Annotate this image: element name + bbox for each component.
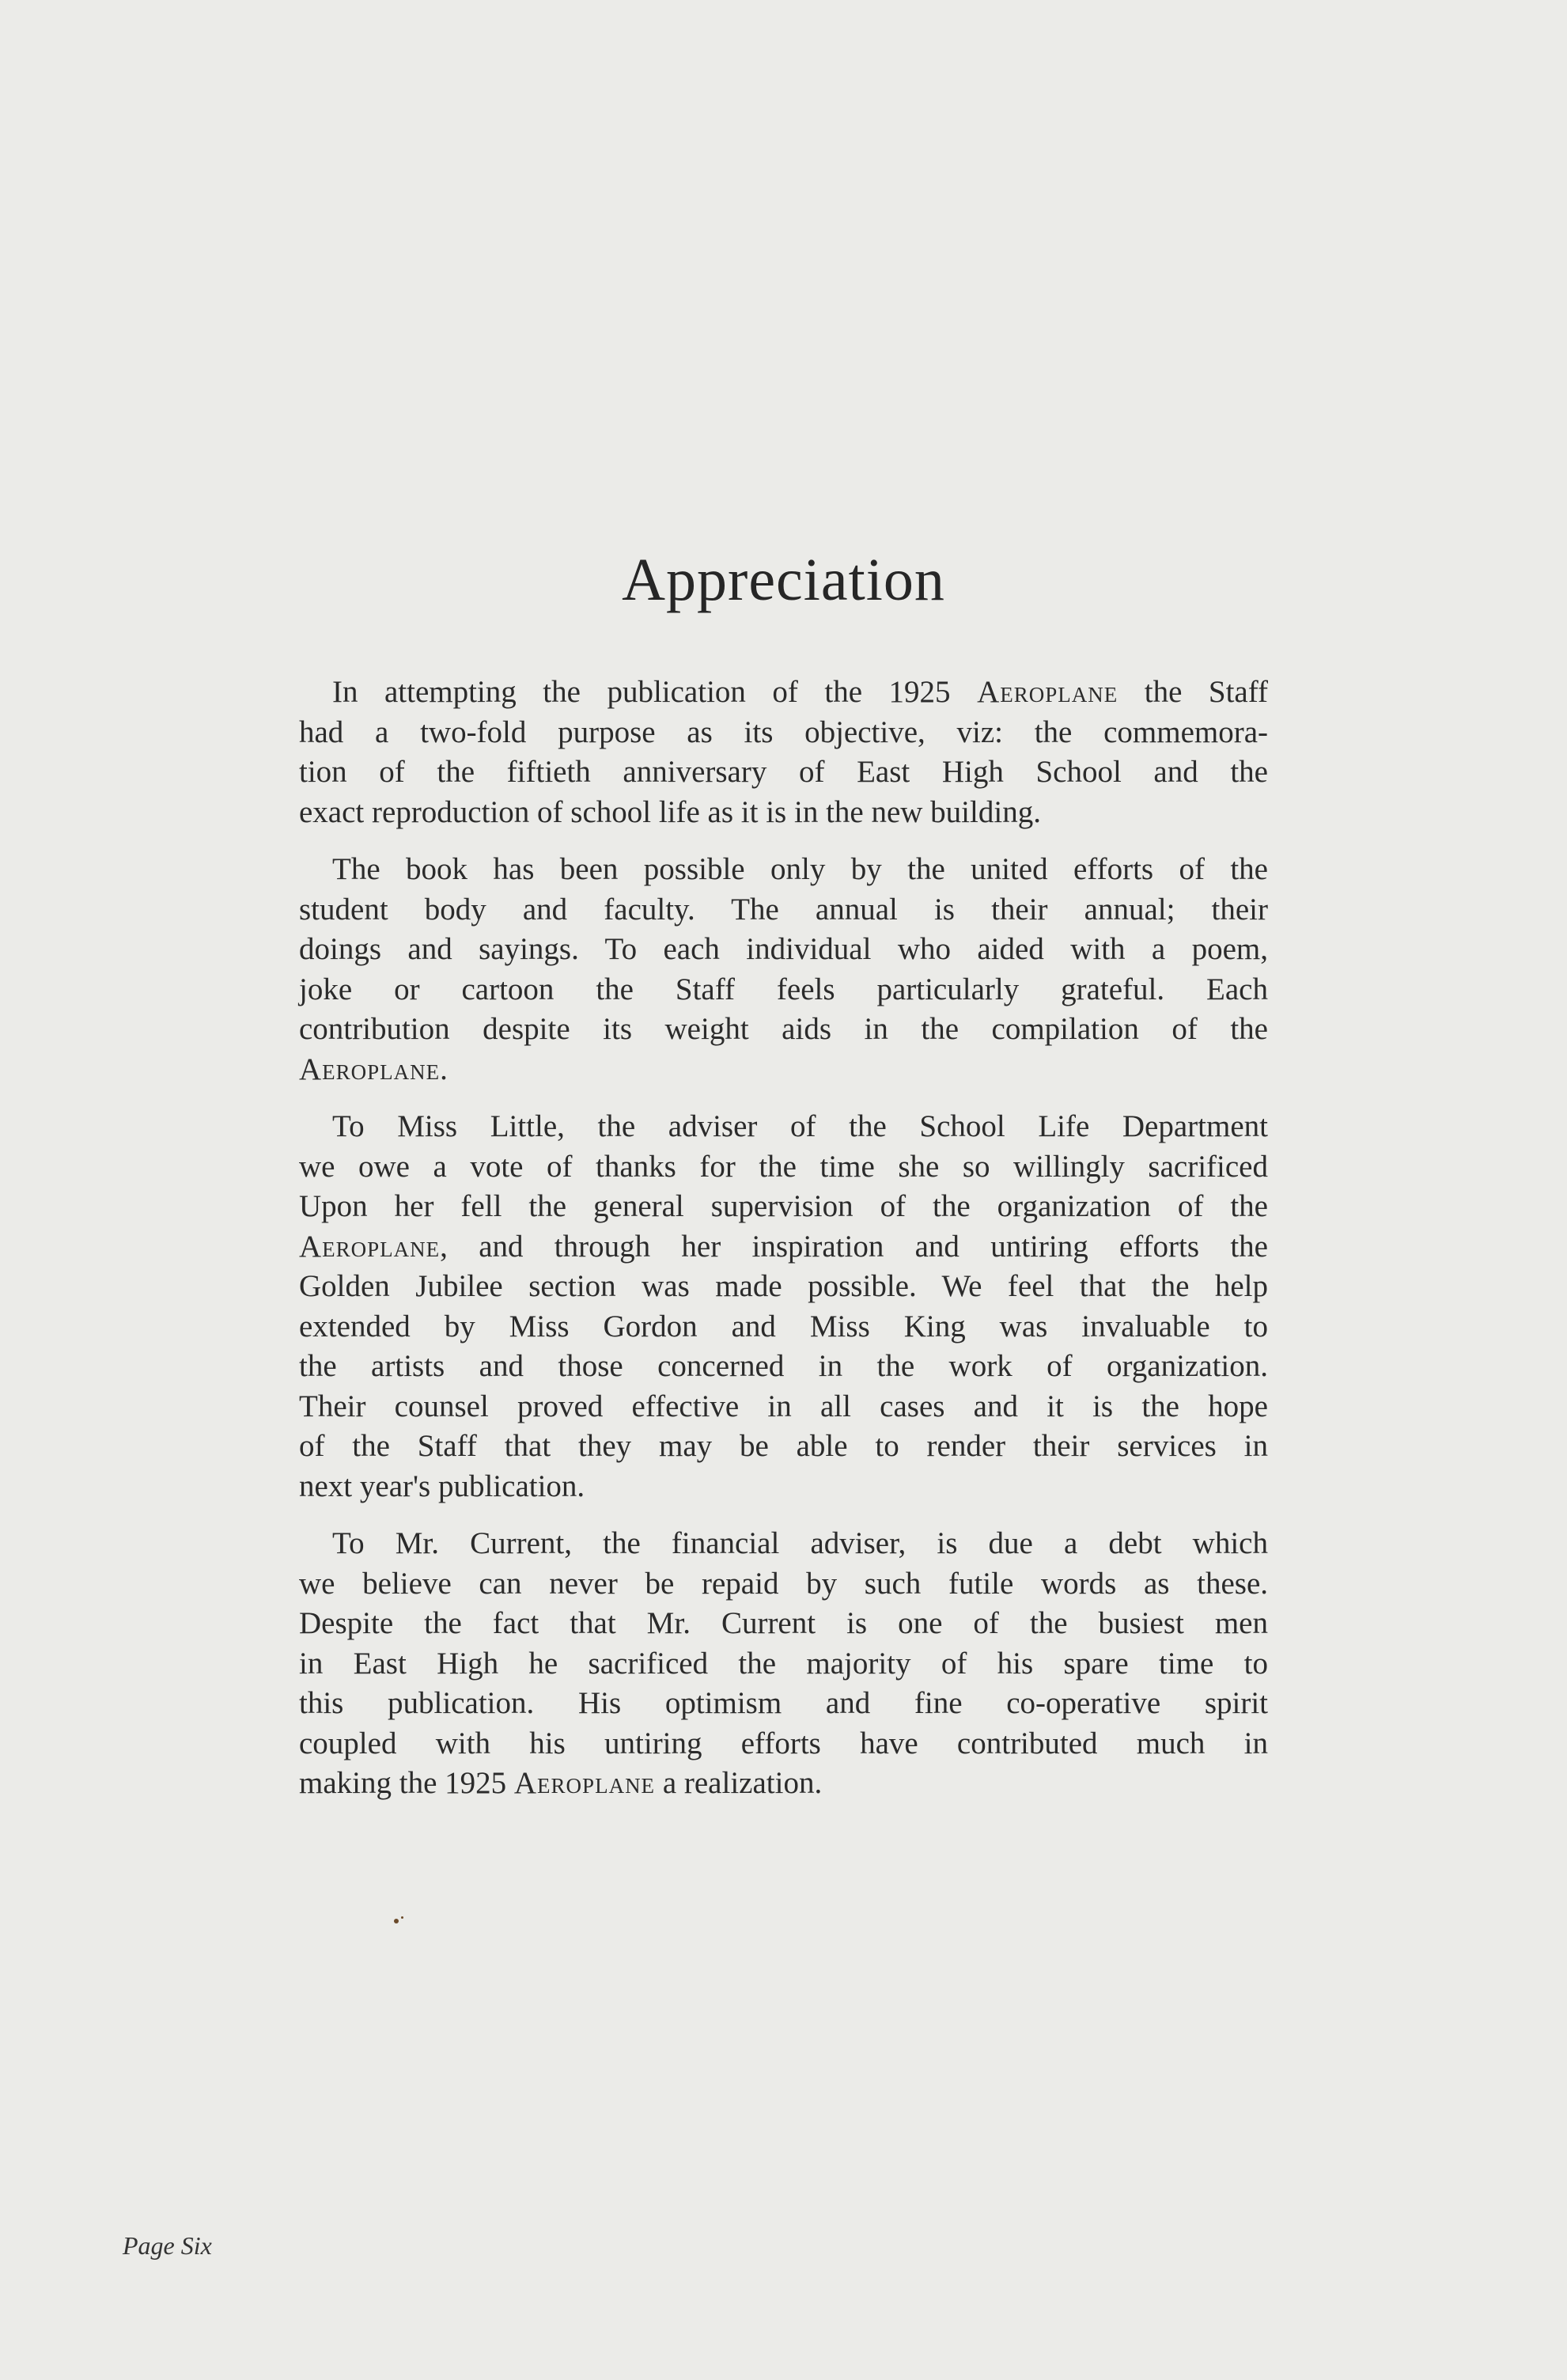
text-segment: student body and faculty. The annual is their annual; their: [299, 892, 1268, 927]
page-footer: Page Six: [123, 2231, 212, 2260]
text-segment: In attempting the publication of the 1925: [332, 675, 978, 709]
text-line: [299, 1267, 1268, 1307]
text-segment: Their counsel proved effective in all cases and it is the hope: [299, 1389, 1268, 1423]
text-segment: exact reproduction of school life as it is in the new building.: [299, 794, 1041, 829]
ink-speck: [401, 1916, 403, 1919]
text-line: [299, 1604, 1268, 1644]
text-segment: the Staff: [1118, 675, 1268, 709]
text-segment: contribution despite its weight aids in the compilation of the: [299, 1012, 1268, 1046]
publication-name: Aeroplane: [299, 1229, 441, 1264]
text-line: [299, 1050, 1268, 1090]
text-line: [299, 1307, 1268, 1347]
text-line: [299, 1187, 1268, 1227]
text-line: [299, 1347, 1268, 1387]
text-segment: of the Staff that they may be able to render their services in: [299, 1429, 1268, 1463]
text-line: [299, 1147, 1268, 1188]
text-segment: we believe can never be repaid by such futile words as these.: [299, 1566, 1268, 1601]
text-line: [299, 1107, 1268, 1147]
text-line: [299, 1387, 1268, 1427]
text-segment: a realization.: [655, 1766, 823, 1800]
publication-name: Aeroplane: [299, 1052, 441, 1086]
text-segment: doings and sayings. To each individual who aided with a poem,: [299, 932, 1268, 966]
text-segment: Golden Jubilee section was made possible. We feel that the help: [299, 1269, 1268, 1303]
text-line: [299, 1227, 1268, 1268]
text-segment: had a two-fold purpose as its objective, viz: the commemora-: [299, 714, 1268, 749]
paragraph-3: [299, 1107, 1268, 1506]
text-segment: next year's publication.: [299, 1469, 585, 1503]
text-line: [299, 1524, 1268, 1564]
text-line: [299, 890, 1268, 930]
text-line: [299, 970, 1268, 1010]
text-line: [299, 1010, 1268, 1050]
text-line: [299, 673, 1268, 713]
text-line: [299, 1684, 1268, 1724]
text-segment: joke or cartoon the Staff feels particularly grateful. Each: [299, 972, 1268, 1006]
paragraph-1: [299, 673, 1268, 832]
text-line: [299, 1427, 1268, 1467]
publication-name: Aeroplane: [977, 675, 1118, 709]
text-segment: , and through her inspiration and untiring efforts the: [440, 1229, 1268, 1264]
text-segment: .: [440, 1052, 448, 1086]
text-segment: To Miss Little, the adviser of the School Life Department: [332, 1109, 1268, 1143]
text-segment: making the 1925: [299, 1766, 514, 1800]
text-segment: the artists and those concerned in the work of organization.: [299, 1349, 1268, 1383]
text-line: [299, 1644, 1268, 1685]
text-segment: extended by Miss Gordon and Miss King was invaluable to: [299, 1309, 1268, 1343]
text-line: [299, 713, 1268, 753]
text-segment: Upon her fell the general supervision of the organization of the: [299, 1189, 1268, 1223]
text-segment: we owe a vote of thanks for the time she so willingly sacrificed: [299, 1149, 1268, 1184]
text-line: [299, 850, 1268, 890]
text-segment: The book has been possible only by the united efforts of the: [332, 852, 1268, 886]
text-segment: Despite the fact that Mr. Current is one of the busiest men: [299, 1606, 1268, 1640]
text-line: [299, 1764, 1268, 1804]
page-title: Appreciation: [622, 547, 945, 613]
text-line: [299, 1564, 1268, 1605]
text-line: [299, 930, 1268, 970]
publication-name: Aeroplane: [513, 1766, 656, 1800]
ink-speck: [394, 1919, 399, 1923]
paragraph-2: [299, 850, 1268, 1090]
text-segment: in East High he sacrificed the majority of his spare time to: [299, 1646, 1268, 1681]
text-segment: To Mr. Current, the financial adviser, is due a debt which: [332, 1526, 1268, 1560]
text-line: [299, 1467, 1268, 1507]
text-line: [299, 793, 1268, 833]
text-line: [299, 752, 1268, 793]
text-line: [299, 1724, 1268, 1764]
text-segment: coupled with his untiring efforts have contributed much in: [299, 1726, 1268, 1760]
paragraph-4: [299, 1524, 1268, 1804]
text-segment: tion of the fiftieth anniversary of East High School and the: [299, 755, 1268, 789]
text-segment: this publication. His optimism and fine co-operative spirit: [299, 1686, 1268, 1720]
body-text: [299, 673, 1268, 1821]
